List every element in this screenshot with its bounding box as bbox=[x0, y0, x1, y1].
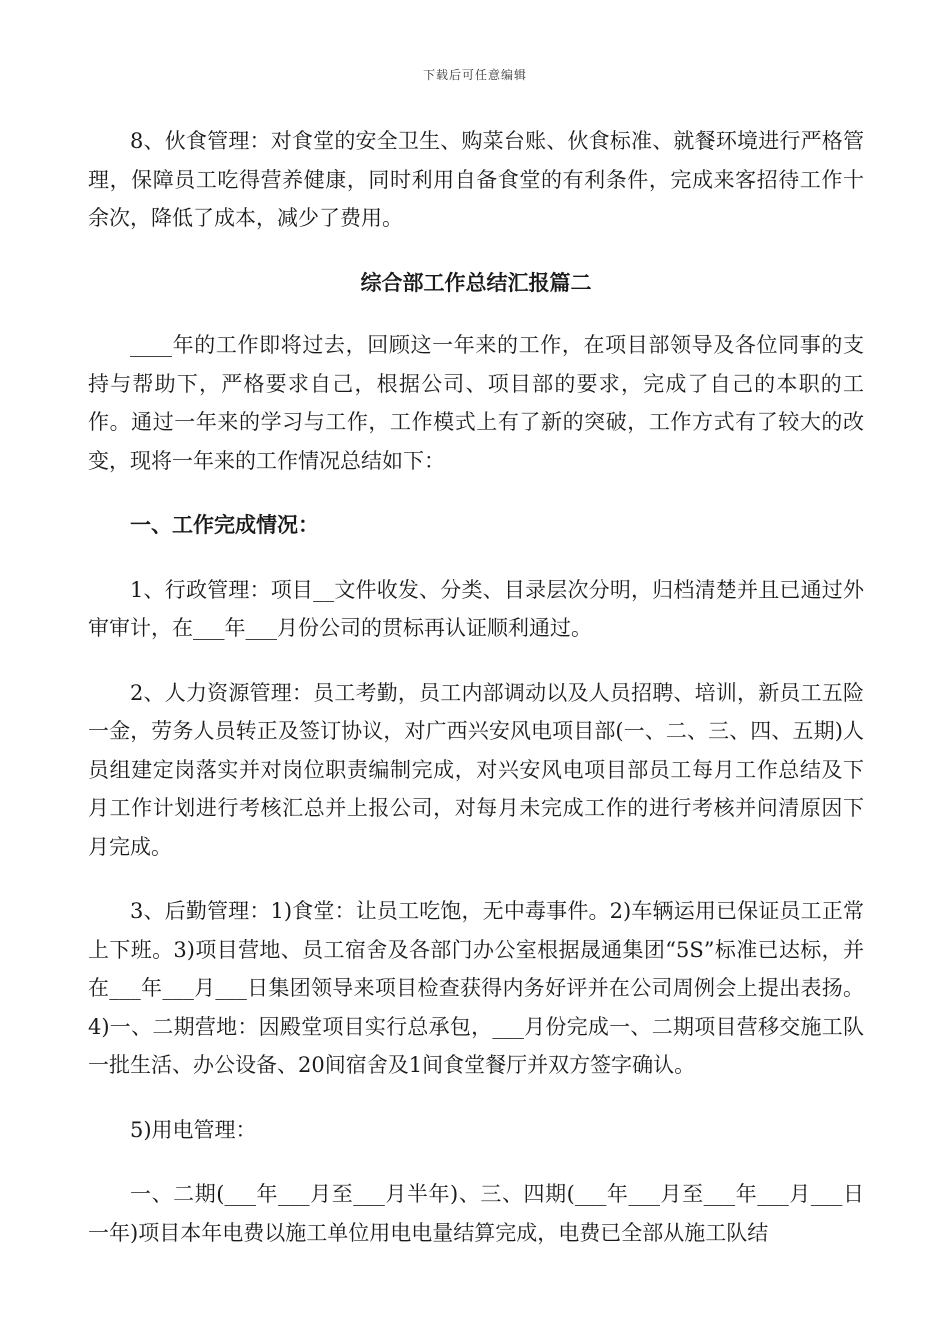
paragraph-intro: ____年的工作即将过去，回顾这一年来的工作，在项目部领导及各位同事的支持与帮助下，严格要求自己，根据公司、项目部的要求，完成了自己的本职的工作。通过一年来的学习与工作，工作模式上有了新的突破，工作方式有了较大的改变，现将一年来的工作情况总结如下： bbox=[88, 333, 864, 473]
paragraph-item-2: 2、人力资源管理：员工考勤，员工内部调动以及人员招聘、培训，新员工五险一金，劳务人员转正及签订协议，对广西兴安风电项目部(一、二、三、四、五期)人员组建定岗落实并对岗位职责编制完成，对兴安风电项目部员工每月工作总结及下月工作计划进行考核汇总并上报公司，对每月未完成工作的进行考核并问清原因下月完成。 bbox=[88, 680, 864, 859]
document-body bbox=[88, 122, 864, 1252]
section-title: 综合部工作总结汇报篇二 bbox=[360, 269, 592, 295]
header-note: 下载后可任意编辑 bbox=[422, 68, 527, 82]
paragraph-item-3: 3、后勤管理：1)食堂：让员工吃饱，无中毒事件。2)车辆运用已保证员工正常上下班。3)项目营地、员工宿舍及各部门办公室根据晟通集团“5S”标准已达标，并在___年___月___日集团领导来项目检查获得内务好评并在公司周例会上提出表扬。4)一、二期营地：因殿堂项目实行总承包，___月份完成一、二期项目营移交施工队一批生活、办公设备、20间宿舍及1间食堂餐厅并双方签字确认。 bbox=[88, 899, 864, 1077]
paragraph-item-5: 5)用电管理： bbox=[130, 1117, 257, 1142]
paragraph-item-8: 8、伙食管理：对食堂的安全卫生、购菜台账、伙食标准、就餐环境进行严格管理，保障员工吃得营养健康，同时利用自备食堂的有利条件，完成来客招待工作十余次，降低了成本，减少了费用。 bbox=[88, 129, 864, 230]
paragraph-item-1: 1、行政管理：项目__文件收发、分类、目录层次分明，归档清楚并且已通过外审审计，在___年___月份公司的贯标再认证顺利通过。 bbox=[88, 577, 864, 640]
heading-work-completion: 一、工作完成情况： bbox=[130, 512, 319, 537]
paragraph-item-5-detail: 一、二期(___年___月至___月半年)、三、四期(___年___月至___年___月___日一年)项目本年电费以施工单位用电电量结算完成，电费已全部从施工队结 bbox=[88, 1182, 864, 1245]
